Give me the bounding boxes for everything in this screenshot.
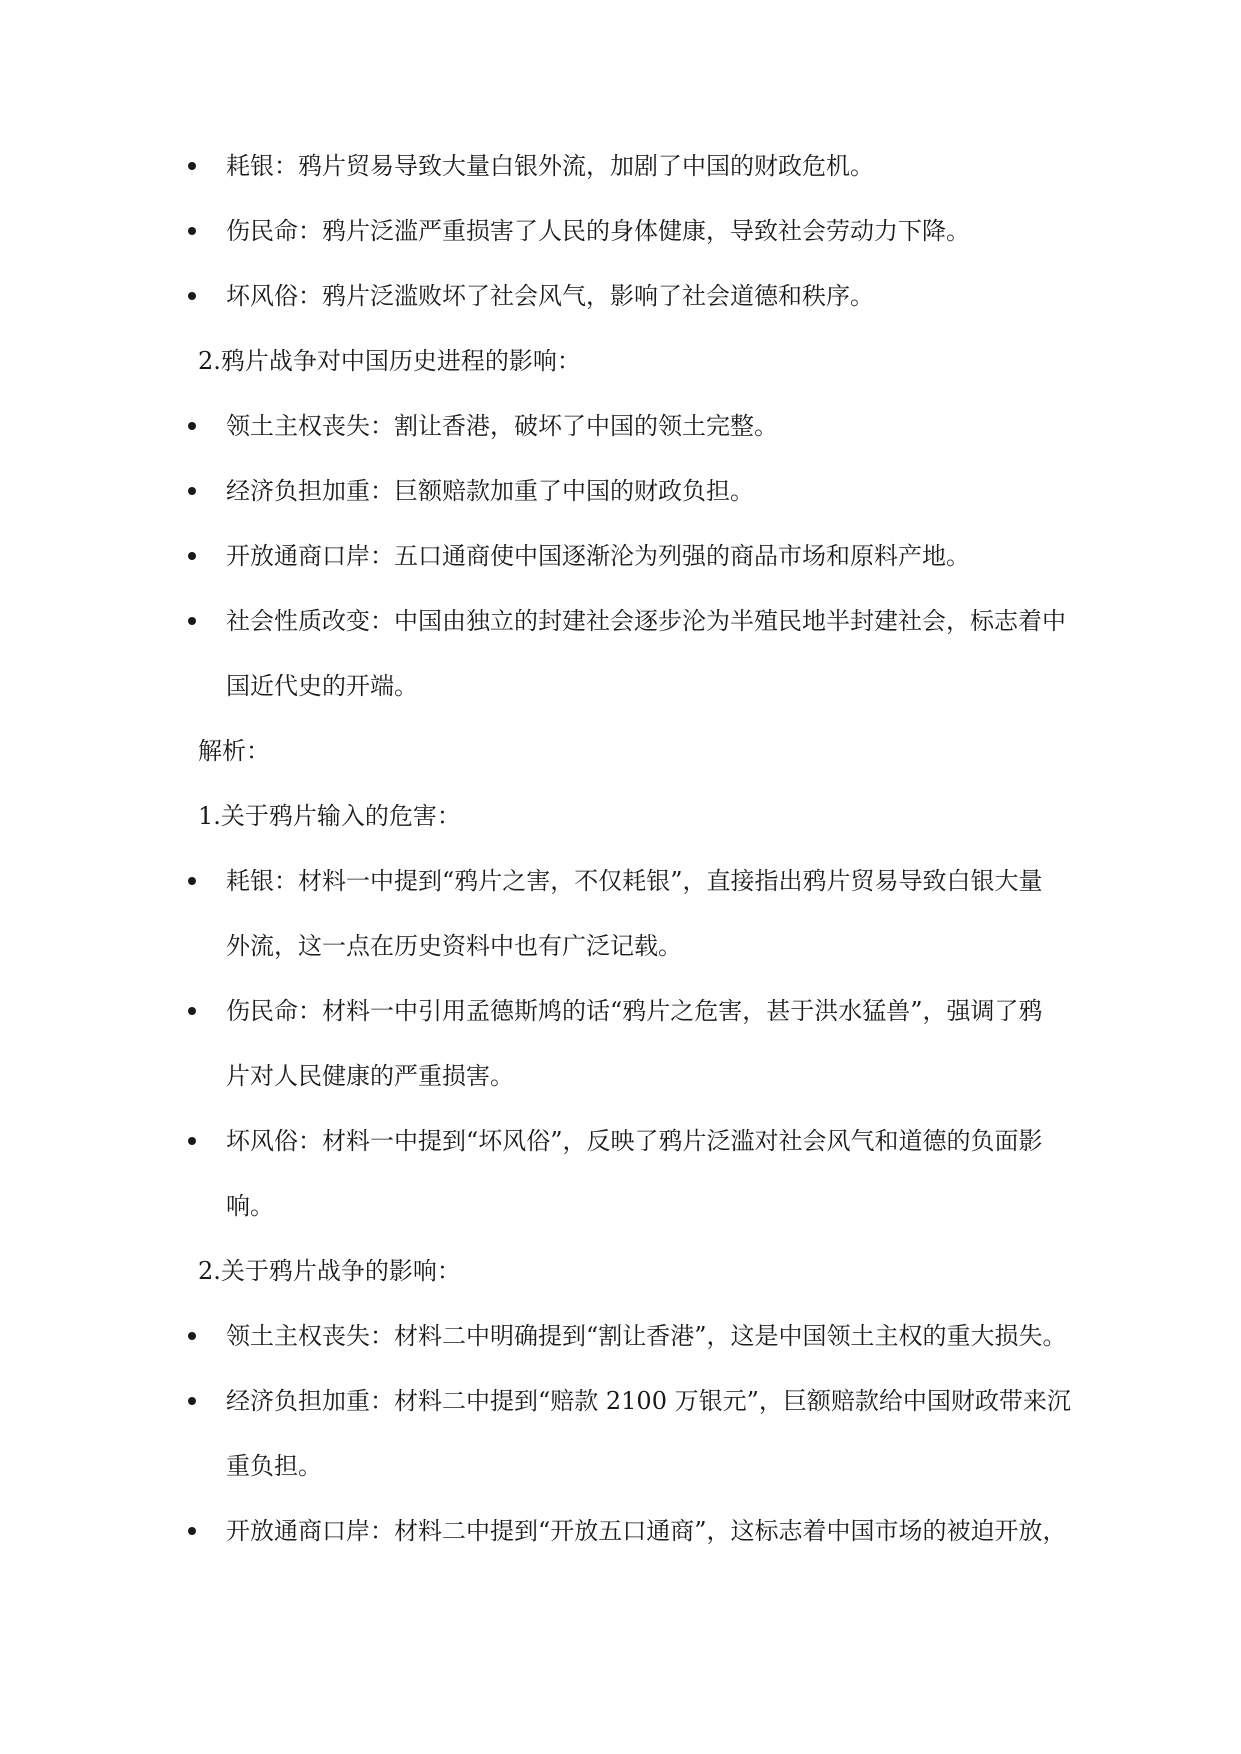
list-item: 伤民命：材料一中引用孟德斯鸠的话“鸦片之危害，甚于洪水猛兽”，强调了鸦 [226,997,1043,1025]
list-item: 领土主权丧失：割让香港，破坏了中国的领土完整。 [226,412,778,440]
bullet-dot-icon [188,227,196,235]
bullet-dot-icon [188,422,196,430]
analysis-label: 解析： [198,737,270,765]
list-item: 伤民命：鸦片泛滥严重损害了人民的身体健康，导致社会劳动力下降。 [226,217,970,245]
list-item: 经济负担加重：材料二中提到“赔款 2100 万银元”，巨额赔款给中国财政带来沉 [226,1387,1071,1415]
list-item-continuation: 国近代史的开端。 [226,672,418,700]
list-item: 经济负担加重：巨额赔款加重了中国的财政负担。 [226,477,754,505]
list-item-continuation: 响。 [226,1192,274,1220]
list-item: 领土主权丧失：材料二中明确提到“割让香港”，这是中国领土主权的重大损失。 [226,1322,1067,1350]
list-item: 耗银：鸦片贸易导致大量白银外流，加剧了中国的财政危机。 [226,152,874,180]
bullet-dot-icon [188,1397,196,1405]
list-item-continuation: 外流，这一点在历史资料中也有广泛记载。 [226,932,682,960]
bullet-dot-icon [188,1137,196,1145]
bullet-dot-icon [188,877,196,885]
bullet-dot-icon [188,617,196,625]
list-item: 开放通商口岸：五口通商使中国逐渐沦为列强的商品市场和原料产地。 [226,542,970,570]
list-item: 耗银：材料一中提到“鸦片之害，不仅耗银”，直接指出鸦片贸易导致白银大量 [226,867,1043,895]
bullet-dot-icon [188,1332,196,1340]
bullet-dot-icon [188,552,196,560]
list-item-continuation: 重负担。 [226,1452,322,1480]
list-item: 开放通商口岸：材料二中提到“开放五口通商”，这标志着中国市场的被迫开放， [226,1517,1067,1545]
section-heading: 2.关于鸦片战争的影响： [198,1257,461,1285]
list-item: 社会性质改变：中国由独立的封建社会逐步沦为半殖民地半封建社会，标志着中 [226,607,1066,635]
list-item-continuation: 片对人民健康的严重损害。 [226,1062,514,1090]
bullet-dot-icon [188,162,196,170]
bullet-dot-icon [188,1007,196,1015]
bullet-dot-icon [188,1527,196,1535]
bullet-dot-icon [188,487,196,495]
section-heading: 2.鸦片战争对中国历史进程的影响： [198,347,581,375]
bullet-dot-icon [188,292,196,300]
list-item: 坏风俗：材料一中提到“坏风俗”，反映了鸦片泛滥对社会风气和道德的负面影 [226,1127,1043,1155]
list-item: 坏风俗：鸦片泛滥败坏了社会风气，影响了社会道德和秩序。 [226,282,874,310]
section-heading: 1.关于鸦片输入的危害： [198,802,461,830]
